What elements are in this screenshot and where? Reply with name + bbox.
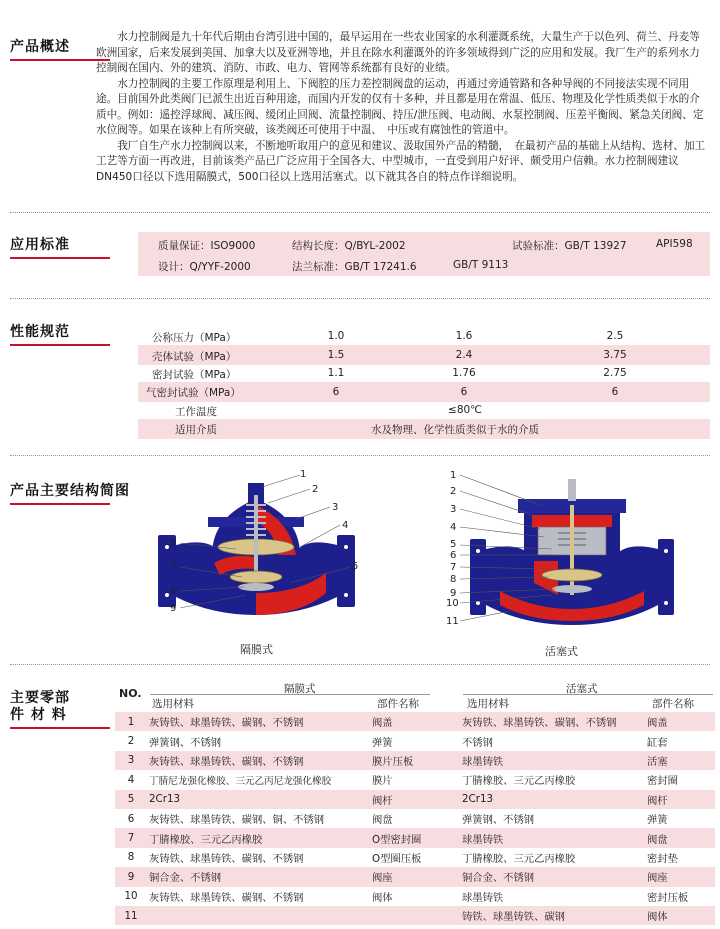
row-material-diaphragm: 弹簧钢、不锈钢 (149, 736, 222, 749)
divider (10, 664, 710, 665)
perf-value: 6 (611, 386, 619, 398)
row-part-piston: 缸套 (647, 736, 668, 749)
row-part-diaphragm: 弹簧 (372, 736, 393, 749)
perf-value: 2.4 (455, 349, 473, 361)
parts-no-header: NO. (119, 687, 142, 700)
table-row (115, 867, 715, 886)
overview-title: 产品概述 (10, 36, 70, 56)
row-no: 2 (127, 735, 135, 748)
parts-title (10, 690, 70, 724)
table-row (115, 790, 715, 809)
piston-callout-11: 11 (446, 616, 459, 627)
perf-value: 6 (332, 386, 340, 398)
table-row (115, 731, 715, 750)
perf-label: 密封试验（MPa） (152, 369, 237, 381)
parts-title-line-2: 件 材 料 (10, 707, 67, 723)
diaphragm-callout-8: 8 (170, 538, 177, 549)
piston-callout-9: 9 (450, 588, 457, 599)
row-part-piston: 阀杆 (645, 790, 715, 809)
row-no: 10 (124, 890, 138, 903)
table-row (115, 712, 715, 731)
overview-text (96, 30, 708, 185)
row-material-diaphragm: 灰铸铁、球墨铸铁、碳钢、不锈钢 (147, 751, 370, 770)
diaphragm-callout-9: 9 (170, 603, 177, 614)
row-material-piston: 不锈钢 (462, 736, 493, 749)
row-part-diaphragm: 膜片压板 (370, 751, 460, 770)
row-no: 6 (127, 812, 135, 825)
row-material-piston: 球墨铸铁 (460, 751, 645, 770)
row-part-diaphragm: 膜片 (372, 775, 393, 788)
perf-value: 1.5 (327, 349, 345, 361)
row-part-piston: 阀体 (645, 906, 715, 925)
parts-group-diaphragm: 隔膜式 (284, 683, 316, 695)
row-part-piston: 密封圈 (647, 775, 678, 788)
std-test: 试验标准：GB/T 13927 (512, 240, 627, 252)
piston-callout-3: 3 (450, 504, 457, 515)
row-material-piston: 2Cr13 (460, 790, 645, 809)
row-part-diaphragm: 阀盘 (372, 814, 393, 827)
perf-label: 壳体试验（MPa） (152, 351, 237, 363)
row-material-diaphragm: 灰铸铁、球墨铸铁、碳钢、不锈钢 (149, 891, 304, 904)
row-no: 1 (115, 712, 147, 731)
row-part-diaphragm: 阀体 (372, 891, 393, 904)
row-part-diaphragm: O型圈压板 (372, 852, 422, 865)
row-material-piston: 球墨铸铁 (460, 828, 645, 847)
perf-value: 1.76 (452, 367, 476, 379)
divider (10, 455, 710, 456)
row-part-piston: 阀盖 (645, 712, 715, 731)
row-part-diaphragm: 阀盖 (370, 712, 460, 731)
row-material-diaphragm: 铜合金、不锈钢 (147, 867, 370, 886)
std-quality: 质量保证：ISO9000 (158, 240, 256, 252)
parts-title-line-1: 主要零部 (10, 690, 70, 706)
row-material-piston: 灰铸铁、球墨铸铁、碳钢、不锈钢 (460, 712, 645, 731)
row-no: 9 (115, 867, 147, 886)
row-material-piston: 铜合金、不锈钢 (460, 867, 645, 886)
table-row (115, 906, 715, 925)
parts-group-piston: 活塞式 (566, 683, 598, 695)
std-flange: 法兰标准：GB/T 17241.6 (292, 261, 417, 273)
perf-value: 1.0 (327, 330, 345, 342)
row-material-diaphragm: 灰铸铁、球墨铸铁、碳钢、铜、不锈钢 (149, 814, 325, 827)
row-material-diaphragm: 2Cr13 (147, 790, 370, 809)
diaphragm-callout-5: 5 (352, 561, 359, 572)
diaphragm-valve-diagram (150, 465, 365, 645)
perf-value: 6 (460, 386, 468, 398)
std-api: API598 (656, 238, 693, 250)
parts-table (115, 712, 715, 925)
row-material-piston: 丁腈橡胶、三元乙丙橡胶 (462, 852, 576, 865)
table-row (115, 809, 715, 828)
row-part-diaphragm: 阀座 (370, 867, 460, 886)
diaphragm-callout-4: 4 (342, 520, 349, 531)
row-material-diaphragm: 丁腈橡胶、三元乙丙橡胶 (147, 828, 370, 847)
row-part-diaphragm: O型密封圈 (370, 828, 460, 847)
standards-title: 应用标准 (10, 234, 70, 254)
overview-paragraph-3: 我厂自生产水力控制阀以来，不断地听取用户的意见和建议、汲取国外产品的精髓， 在最初产品的基础上从结构、选材、加工工艺等方面一再改进，目前该类产品已广泛应用于全国各大、中型城市，一直受到用户好评、颇受用户信赖。水力控制阀建议DN450口径以下选用隔膜式，500口径以上选用活塞式。以下就其各自的特点作详细说明。 (96, 139, 706, 183)
piston-callout-8: 8 (450, 574, 457, 585)
perf-label: 公称压力（MPa） (152, 332, 237, 344)
std-design: 设计：Q/YYF-2000 (158, 261, 251, 273)
row-material-diaphragm: 灰铸铁、球墨铸铁、碳钢、不锈钢 (149, 852, 304, 865)
perf-temp-label: 工作温度 (175, 406, 217, 418)
perf-value: 2.5 (606, 330, 624, 342)
diaphragm-callout-2: 2 (312, 484, 319, 495)
row-no: 8 (127, 851, 135, 864)
diaphragm-callout-6: 6 (170, 586, 177, 597)
row-no: 5 (115, 790, 147, 809)
piston-callout-10: 10 (446, 598, 459, 609)
perf-medium-value: 水及物理、化学性质类似于水的介质 (371, 424, 539, 436)
row-no: 7 (115, 828, 147, 847)
table-row (115, 848, 715, 867)
parts-sub-part-1: 部件名称 (377, 698, 419, 710)
perf-value: 2.75 (603, 367, 627, 379)
row-material-piston: 弹簧钢、不锈钢 (462, 814, 535, 827)
divider (10, 212, 710, 213)
group-rule (463, 694, 713, 695)
table-row (115, 887, 715, 906)
piston-callout-6: 6 (450, 550, 457, 561)
structure-title: 产品主要结构简图 (10, 480, 130, 500)
divider (10, 298, 710, 299)
row-part-piston: 阀盘 (645, 828, 715, 847)
diaphragm-callout-3: 3 (332, 502, 339, 513)
row-material-piston: 丁腈橡胶、三元乙丙橡胶 (462, 775, 576, 788)
diaphragm-callout-1: 1 (300, 469, 307, 480)
piston-valve-diagram (440, 465, 680, 640)
piston-callout-2: 2 (450, 486, 457, 497)
parts-sub-part-2: 部件名称 (652, 698, 694, 710)
piston-caption: 活塞式 (545, 645, 578, 658)
table-row (115, 828, 715, 847)
row-part-diaphragm: 阀杆 (370, 790, 460, 809)
perf-value: 3.75 (603, 349, 627, 361)
row-part-piston: 弹簧 (647, 814, 668, 827)
group-rule (150, 694, 430, 695)
row-material-piston: 铸铁、球墨铸铁、碳钢 (460, 906, 645, 925)
perf-value: 1.6 (455, 330, 473, 342)
overview-paragraph-2: 水力控制阀的主要工作原理是利用上、下阀腔的压力差控制阀盘的运动，再通过旁通管路和各种导阀的不同接法实现不同用途。目前国外此类阀门已派生出近百种用途，而国内开发的仅有十多种，并且都是用在常温、低压、物理及化学性质类似于水的介质中。例如：遥控浮球阀、减压阀、缓闭止回阀、流量控制阀、持压/泄压阀、电动阀、水泵控制阀、压差平衡阀、紧急关闭阀、定水位阀等。如果在该种上有所突破，该类阀还可使用于中温、 中压或有腐蚀性的管道中。 (96, 77, 704, 136)
piston-callout-5: 5 (450, 539, 457, 550)
row-part-piston: 密封垫 (647, 852, 678, 865)
diaphragm-callout-7: 7 (170, 562, 177, 573)
diaphragm-caption: 隔膜式 (240, 643, 273, 656)
perf-label: 气密封试验（MPa） (146, 387, 241, 399)
row-material-diaphragm: 灰铸铁、球墨铸铁、碳钢、不锈钢 (147, 712, 370, 731)
perf-medium-label: 适用介质 (175, 424, 217, 436)
perf-temp-value: ≤80℃ (448, 404, 482, 416)
overview-paragraph-1: 水力控制阀是九十年代后期由台湾引进中国的，最早运用在一些农业国家的水利灌溉系统，大量生产于以色列、荷兰、丹麦等欧洲国家，后来发展到美国、加拿大以及亚洲等地，并且在除水利灌溉外的许多领域得到广泛的应用和发展。我厂生产的系列水力控制阀在国内、外的建筑、消防、市政、电力、管网等系统都有良好的业绩。 (96, 31, 700, 74)
row-material-piston: 球墨铸铁 (462, 891, 504, 904)
parts-sub-material-2: 选用材料 (467, 698, 509, 710)
perf-value: 1.1 (327, 367, 345, 379)
row-part-diaphragm (370, 906, 460, 925)
piston-callout-4: 4 (450, 522, 457, 533)
row-no: 11 (115, 906, 147, 925)
row-part-piston: 密封压板 (647, 891, 689, 904)
std-flange-2: GB/T 9113 (453, 259, 509, 271)
table-row (115, 770, 715, 789)
row-part-piston: 活塞 (645, 751, 715, 770)
table-row (115, 751, 715, 770)
piston-callout-7: 7 (450, 562, 457, 573)
performance-title: 性能规范 (10, 321, 70, 341)
row-part-piston: 阀座 (645, 867, 715, 886)
row-material-diaphragm: 丁腈尼龙强化橡胶、三元乙丙尼龙强化橡胶 (149, 775, 332, 787)
row-no: 4 (127, 773, 135, 786)
piston-callout-1: 1 (450, 470, 457, 481)
parts-sub-material-1: 选用材料 (152, 698, 194, 710)
row-material-diaphragm (147, 906, 370, 925)
row-no: 3 (115, 751, 147, 770)
std-length: 结构长度：Q/BYL-2002 (292, 240, 406, 252)
